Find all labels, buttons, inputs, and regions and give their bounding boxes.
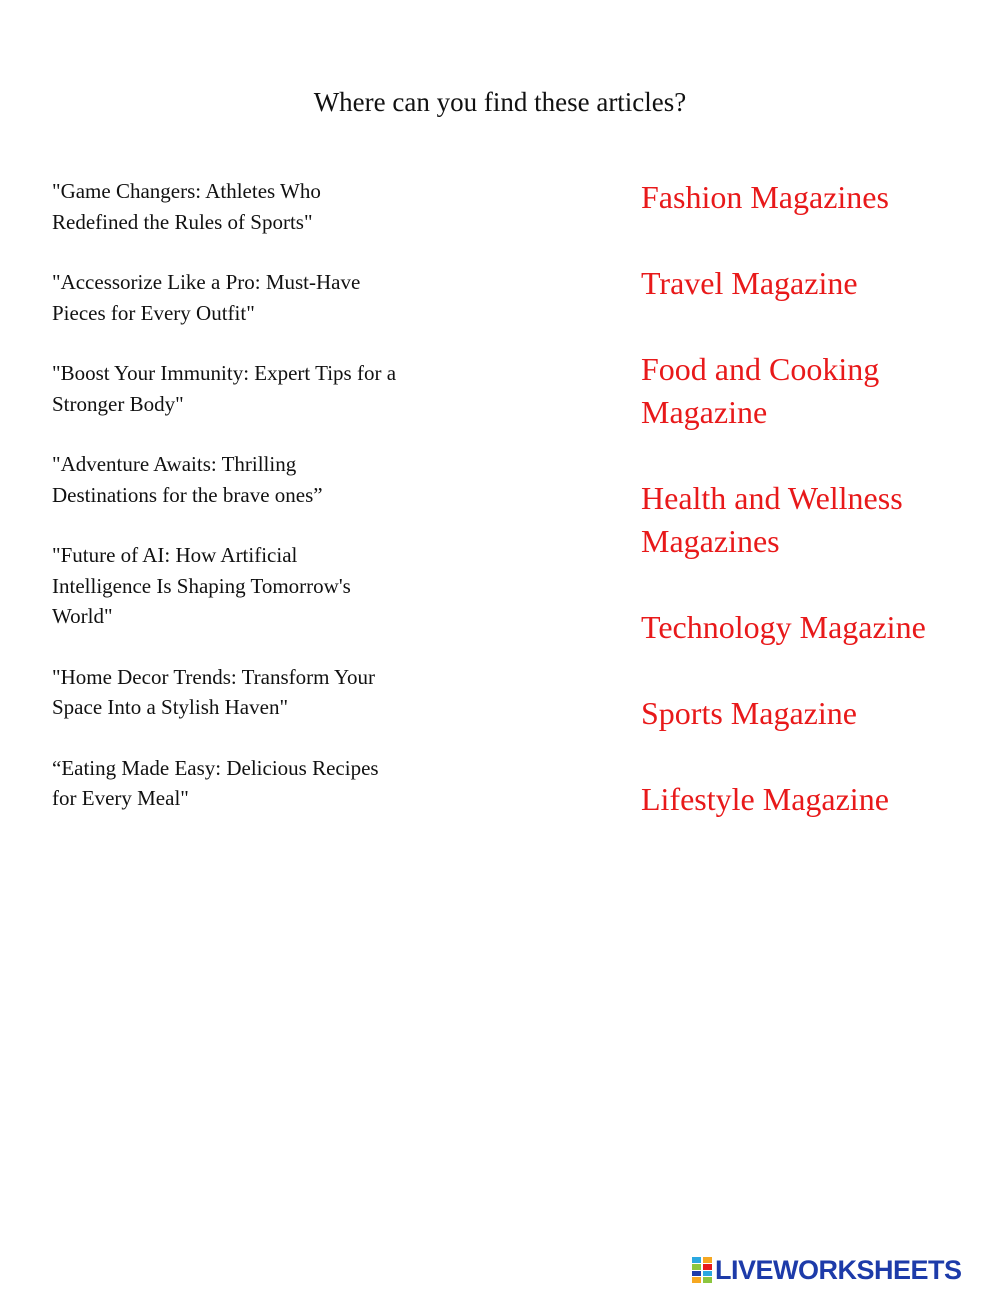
liveworksheets-logo-icon bbox=[692, 1257, 713, 1283]
category-technology[interactable]: Technology Magazine bbox=[641, 609, 926, 645]
liveworksheets-wordmark: LIVEWORKSHEETS bbox=[715, 1255, 962, 1285]
article-title-7: “Eating Made Easy: Delicious Recipes for Every Meal" bbox=[52, 755, 379, 810]
article-title-1: "Game Changers: Athletes Who Redefined the Rules of Sports" bbox=[52, 179, 321, 234]
article-title-2: "Accessorize Like a Pro: Must-Have Pieces for Every Outfit" bbox=[52, 270, 361, 325]
page-title: Where can you find these articles? bbox=[313, 87, 687, 117]
article-title-4: "Adventure Awaits: Thrilling Destinations for the brave ones” bbox=[52, 452, 323, 507]
liveworksheets-brand bbox=[692, 1255, 962, 1285]
article-title-6: "Home Decor Trends: Transform Your Space Into a Stylish Haven" bbox=[52, 664, 376, 719]
article-title-5: "Future of AI: How Artificial Intelligence Is Shaping Tomorrow's World" bbox=[52, 543, 351, 628]
category-sports[interactable]: Sports Magazine bbox=[641, 695, 857, 731]
magazine-category-list bbox=[641, 176, 961, 864]
category-fashion[interactable]: Fashion Magazines bbox=[641, 179, 889, 215]
article-title-3: "Boost Your Immunity: Expert Tips for a Stronger Body" bbox=[52, 361, 397, 416]
category-food-cooking[interactable]: Food and Cooking Magazine bbox=[641, 351, 880, 430]
category-travel[interactable]: Travel Magazine bbox=[641, 265, 858, 301]
category-lifestyle[interactable]: Lifestyle Magazine bbox=[641, 781, 889, 817]
category-health-wellness[interactable]: Health and Wellness Magazines bbox=[641, 480, 903, 559]
article-list bbox=[52, 176, 397, 844]
